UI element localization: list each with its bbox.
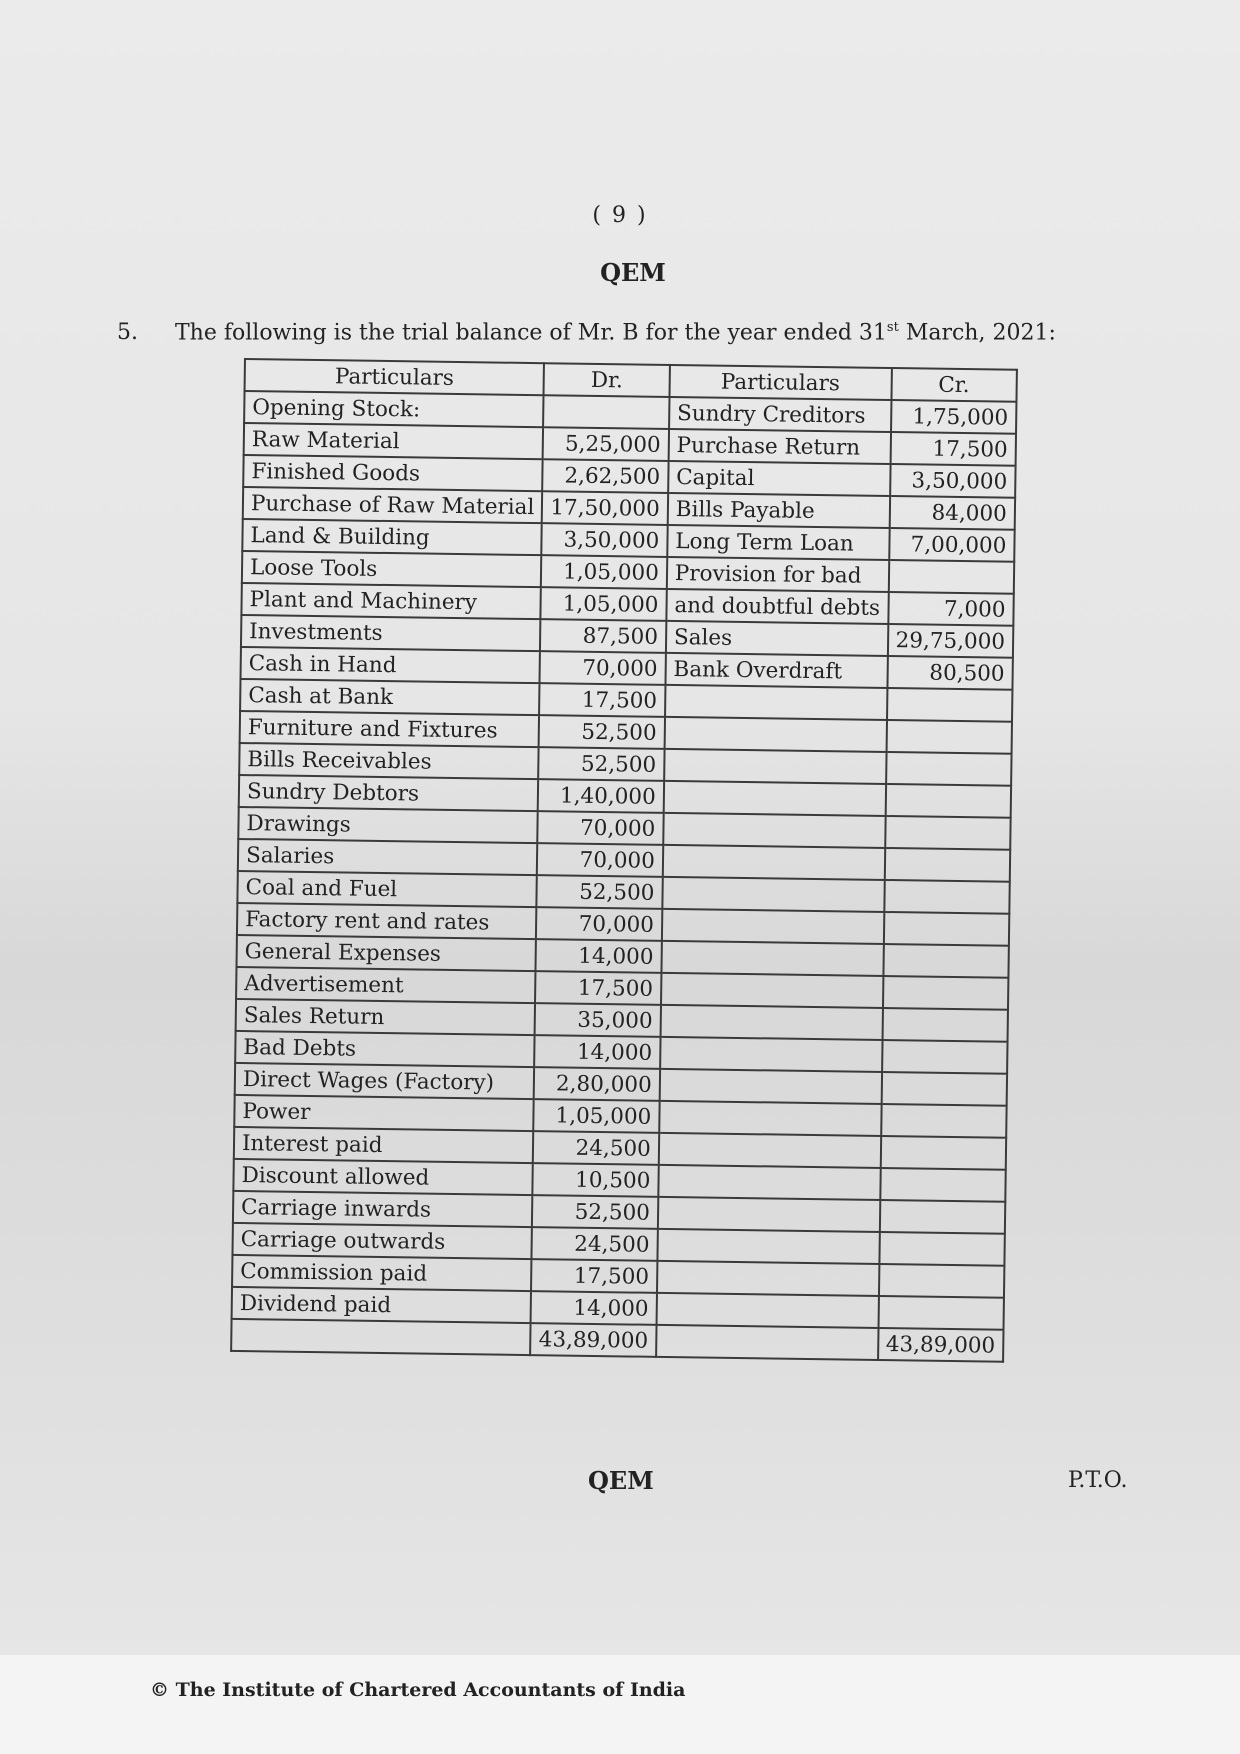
dr-particular: Bills Receivables [239, 743, 539, 779]
dr-amount: 24,500 [533, 1131, 659, 1165]
dr-particular: Furniture and Fixtures [240, 711, 540, 747]
table-body [232, 391, 1017, 1330]
cr-amount: 80,500 [887, 656, 1013, 690]
cr-particular [657, 1261, 879, 1296]
cr-particular [661, 941, 883, 976]
cr-particular: Provision for bad [667, 557, 889, 592]
cr-particular: Sundry Creditors [669, 397, 891, 432]
dr-particular: General Expenses [236, 935, 536, 971]
dr-amount: 2,80,000 [534, 1067, 660, 1101]
dr-particular: Factory rent and rates [237, 903, 537, 939]
cr-particular: Purchase Return [668, 429, 890, 464]
dr-amount: 70,000 [536, 907, 662, 941]
cr-amount [887, 688, 1013, 722]
cr-amount [878, 1264, 1004, 1298]
dr-particular: Direct Wages (Factory) [235, 1063, 535, 1099]
paper-code-top: QEM [600, 258, 666, 287]
cr-amount: 7,00,000 [889, 528, 1015, 562]
cr-amount [882, 1040, 1008, 1074]
cr-amount: 84,000 [889, 496, 1015, 530]
cr-amount: 1,75,000 [891, 400, 1017, 434]
cr-amount [881, 1072, 1007, 1106]
dr-amount: 3,50,000 [542, 523, 668, 557]
header-cr-particulars: Particulars [669, 365, 891, 400]
dr-amount: 1,40,000 [538, 779, 664, 813]
dr-particular: Discount allowed [233, 1159, 533, 1195]
dr-particular: Carriage inwards [233, 1191, 533, 1227]
cr-particular [664, 781, 886, 816]
dr-particular: Power [234, 1095, 534, 1131]
dr-particular: Advertisement [236, 967, 536, 1003]
dr-particular: Interest paid [234, 1127, 534, 1163]
dr-particular: Finished Goods [243, 455, 543, 491]
cr-amount [888, 560, 1014, 594]
page-bottom-strip [0, 1655, 1240, 1754]
dr-amount: 52,500 [539, 715, 665, 749]
cr-amount [882, 1008, 1008, 1042]
dr-amount [543, 395, 669, 429]
cr-particular: Capital [668, 461, 890, 496]
dr-particular: Raw Material [244, 423, 544, 459]
dr-particular: Carriage outwards [232, 1223, 532, 1259]
dr-amount: 17,500 [539, 683, 665, 717]
page-number: ( 9 ) [592, 203, 648, 228]
cr-particular [664, 717, 886, 752]
cr-particular [656, 1293, 878, 1328]
question-text: The following is the trial balance of Mr. B for the year ended 31st March, 2021: [175, 320, 1056, 346]
cr-particular [662, 909, 884, 944]
dr-particular: Salaries [238, 839, 538, 875]
cr-amount [885, 816, 1011, 850]
cr-amount [885, 784, 1011, 818]
totals-label-cell [231, 1319, 531, 1355]
dr-particular: Loose Tools [242, 551, 542, 587]
cr-particular [660, 1005, 882, 1040]
dr-amount: 10,500 [533, 1163, 659, 1197]
header-dr-particulars: Particulars [245, 359, 545, 395]
cr-amount: 29,75,000 [887, 624, 1013, 658]
cr-particular [659, 1133, 881, 1168]
cr-amount [880, 1168, 1006, 1202]
cr-amount: 3,50,000 [890, 464, 1016, 498]
dr-amount: 52,500 [539, 747, 665, 781]
dr-amount: 17,500 [531, 1259, 657, 1293]
cr-particular: Sales [666, 621, 888, 656]
dr-amount: 1,05,000 [534, 1099, 660, 1133]
cr-particular [663, 845, 885, 880]
copyright-notice: © The Institute of Chartered Accountants of India [150, 1679, 686, 1701]
dr-amount: 2,62,500 [543, 459, 669, 493]
cr-particular [660, 1037, 882, 1072]
dr-amount: 70,000 [540, 651, 666, 685]
dr-amount: 14,000 [535, 1035, 661, 1069]
paper-code-bottom: QEM [588, 1466, 654, 1495]
cr-particular [664, 749, 886, 784]
cr-particular [663, 813, 885, 848]
dr-particular: Drawings [238, 807, 538, 843]
dr-particular: Cash at Bank [240, 679, 540, 715]
cr-particular [658, 1197, 880, 1232]
total-cr: 43,89,000 [878, 1328, 1004, 1362]
dr-amount: 24,500 [532, 1227, 658, 1261]
dr-amount: 1,05,000 [541, 555, 667, 589]
question-number: 5. [117, 320, 138, 345]
dr-particular: Investments [241, 615, 541, 651]
dr-amount: 52,500 [532, 1195, 658, 1229]
cr-particular [657, 1229, 879, 1264]
header-cr: Cr. [891, 368, 1017, 402]
cr-particular: and doubtful debts [666, 589, 888, 624]
cr-amount [883, 912, 1009, 946]
dr-amount: 17,500 [535, 971, 661, 1005]
total-dr: 43,89,000 [531, 1323, 657, 1357]
cr-amount [879, 1232, 1005, 1266]
cr-particular [661, 973, 883, 1008]
cr-particular [659, 1101, 881, 1136]
cr-amount [884, 880, 1010, 914]
dr-particular: Commission paid [232, 1255, 532, 1291]
cr-amount [883, 944, 1009, 978]
please-turn-over: P.T.O. [1068, 1468, 1128, 1493]
cr-amount [880, 1136, 1006, 1170]
cr-amount [879, 1200, 1005, 1234]
dr-amount: 70,000 [537, 843, 663, 877]
dr-particular: Purchase of Raw Material [243, 487, 543, 523]
dr-particular: Opening Stock: [244, 391, 544, 427]
dr-amount: 14,000 [536, 939, 662, 973]
cr-particular: Long Term Loan [667, 525, 889, 560]
dr-amount: 5,25,000 [543, 427, 669, 461]
dr-particular: Bad Debts [235, 1031, 535, 1067]
cr-particular: Bills Payable [668, 493, 890, 528]
dr-particular: Land & Building [242, 519, 542, 555]
cr-particular [659, 1069, 881, 1104]
totals-cr-label-cell [656, 1325, 878, 1360]
cr-amount [881, 1104, 1007, 1138]
dr-particular: Plant and Machinery [241, 583, 541, 619]
dr-amount: 1,05,000 [541, 587, 667, 621]
trial-balance-table [230, 358, 1018, 1363]
cr-amount [882, 976, 1008, 1010]
cr-particular [658, 1165, 880, 1200]
dr-particular: Sundry Debtors [239, 775, 539, 811]
dr-amount: 35,000 [535, 1003, 661, 1037]
dr-amount: 17,50,000 [542, 491, 668, 525]
cr-amount [878, 1296, 1004, 1330]
cr-amount [886, 752, 1012, 786]
dr-amount: 87,500 [540, 619, 666, 653]
cr-particular [665, 685, 887, 720]
dr-particular: Sales Return [236, 999, 536, 1035]
cr-amount: 7,000 [888, 592, 1014, 626]
dr-particular: Dividend paid [232, 1287, 532, 1323]
cr-amount [886, 720, 1012, 754]
cr-amount [884, 848, 1010, 882]
dr-particular: Coal and Fuel [237, 871, 537, 907]
cr-particular: Bank Overdraft [665, 653, 887, 688]
cr-particular [662, 877, 884, 912]
dr-particular: Cash in Hand [241, 647, 541, 683]
dr-amount: 52,500 [537, 875, 663, 909]
header-dr: Dr. [544, 363, 670, 397]
cr-amount: 17,500 [890, 432, 1016, 466]
dr-amount: 70,000 [538, 811, 664, 845]
dr-amount: 14,000 [531, 1291, 657, 1325]
